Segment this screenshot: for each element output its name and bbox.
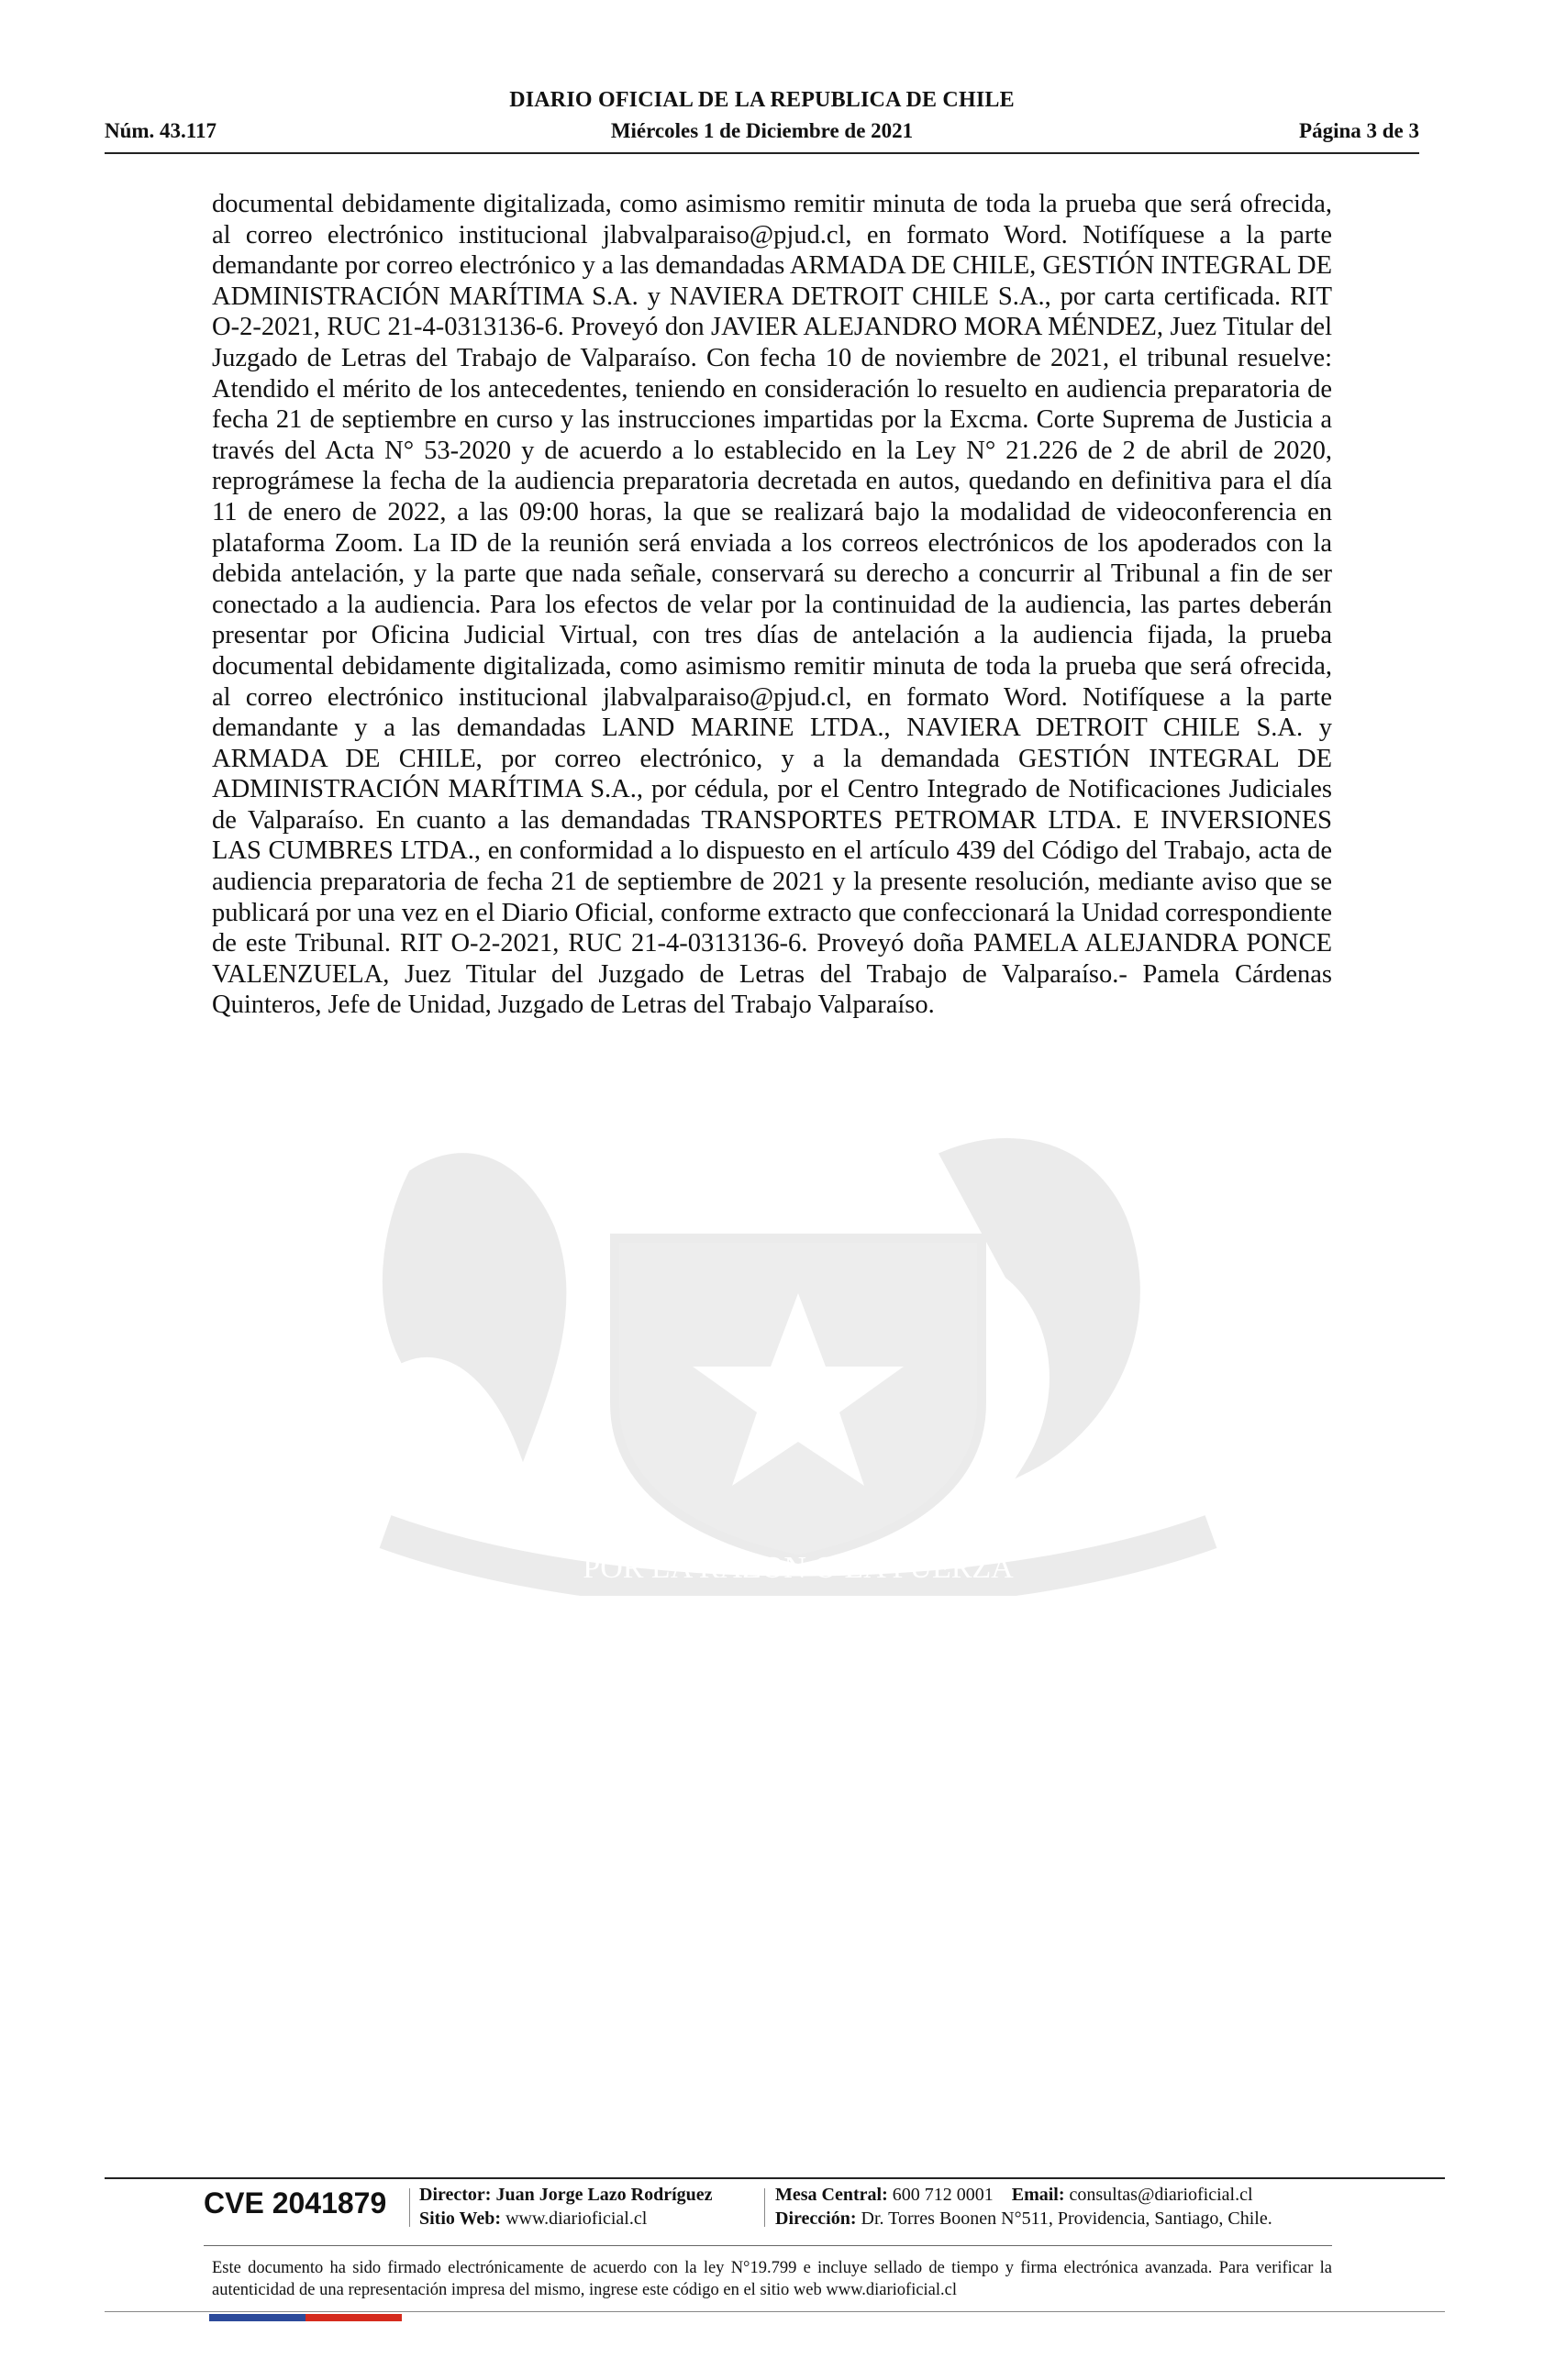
footer-divider — [105, 2177, 1445, 2179]
page-header — [105, 88, 1419, 154]
footer-contact-block: Mesa Central: 600 712 0001 Email: consultas@diarioficial.cl Dirección: Dr. Torres Boonen N°511, Providencia, Santiago, Chile. — [775, 2185, 1272, 2229]
director-name: Juan Jorge Lazo Rodríguez — [495, 2185, 713, 2205]
flag-stripe-red — [305, 2314, 402, 2321]
address: Dr. Torres Boonen N°511, Providencia, Santiago, Chile. — [861, 2208, 1272, 2229]
web-link[interactable]: www.diarioficial.cl — [505, 2208, 648, 2229]
footer-separator — [409, 2188, 410, 2227]
cve-code: CVE 2041879 — [204, 2186, 387, 2219]
footer-bottom-rule — [105, 2311, 1445, 2312]
email-link[interactable]: consultas@diarioficial.cl — [1069, 2185, 1253, 2205]
watermark-motto: POR LA RAZON O LA FUERZA — [583, 1551, 1014, 1585]
footer-separator — [764, 2188, 765, 2227]
phone-number: 600 712 0001 — [892, 2185, 994, 2205]
notice-body: documental debidamente digitalizada, como asimismo remitir minuta de toda la prueba que será ofrecida, al correo electrónico institucional jlabvalparaiso@pjud.cl, en formato Word. Notifíquese a la parte demandante por correo electrónico y a las demandadas ARMADA DE CHILE, GESTIÓN INTEGRAL DE ADMINISTRACIÓN MARÍTIMA S.A. y NAVIERA DETROIT CHILE S.A., por carta certificada. RIT O-2-2021, RUC 21-4-0313136-6. Proveyó don JAVIER ALEJANDRO MORA MÉNDEZ, Juez Titular del Juzgado de Letras del Trabajo de Valparaíso. Con fecha 10 de noviembre de 2021, el tribunal resuelve: Atendido el mérito de los antecedentes, teniendo en consideración lo resuelto en audiencia preparatoria de fecha 21 de septiembre en curso y las instrucciones impartidas por la Excma. Corte Suprema de Justicia a través del Acta N° 53-2020 y de acuerdo a lo establecido en la Ley N° 21.226 de 2 de abril de 2020, reprográmese la fecha de la audiencia preparatoria decretada en autos, quedando en definitiva para el día 11 de enero de 2022, a las 09:00 horas, la que se realizará bajo la modalidad de videoconferencia en plataforma Zoom. La ID de la reunión será enviada a los correos electrónicos de los apoderados con la debida antelación, y la parte que nada señale, conservará su derecho a concurrir al Tribunal a fin de ser conectado a la audiencia. Para los efectos de velar por la continuidad de la audiencia, las partes deberán presentar por Oficina Judicial Virtual, con tres días de antelación a la audiencia fijada, la prueba documental debidamente digitalizada, como asimismo remitir minuta de toda la prueba que será ofrecida, al correo electrónico institucional jlabvalparaiso@pjud.cl, en formato Word. Notifíquese a la parte demandante y a las demandadas LAND MARINE LTDA., NAVIERA DETROIT CHILE S.A. y ARMADA DE CHILE, por correo electrónico, y a la demandada GESTIÓN INTEGRAL DE ADMINISTRACIÓN MARÍTIMA S.A., por cédula, por el Centro Integrado de Notificaciones Judiciales de Valparaíso. En cuanto a las demandadas TRANSPORTES PETROMAR LTDA. E INVERSIONES LAS CUMBRES LTDA., en conformidad a lo dispuesto en el artículo 439 del Código del Trabajo, acta de audiencia preparatoria de fecha 21 de septiembre de 2021 y la presente resolución, mediante aviso que se publicará por una vez en el Diario Oficial, conforme extracto que confeccionará la Unidad correspondiente de este Tribunal. RIT O-2-2021, RUC 21-4-0313136-6. Proveyó doña PAMELA ALEJANDRA PONCE VALENZUELA, Juez Titular del Juzgado de Letras del Trabajo de Valparaíso.- Pamela Cárdenas Quinteros, Jefe de Unidad, Juzgado de Letras del Trabajo Valparaíso. — [212, 190, 1332, 1020]
coat-of-arms-watermark-icon — [248, 1101, 1349, 1596]
issue-date: Miércoles 1 de Diciembre de 2021 — [610, 119, 914, 142]
publication-title: DIARIO OFICIAL DE LA REPUBLICA DE CHILE — [509, 88, 1015, 112]
page-number: Página 3 de 3 — [1299, 119, 1419, 142]
flag-stripe-blue — [209, 2314, 305, 2321]
footer-director-block: Director: Juan Jorge Lazo Rodríguez Sitio Web: www.diarioficial.cl — [419, 2185, 713, 2229]
issue-number: Núm. 43.117 — [105, 119, 217, 142]
footer-inner-divider — [204, 2245, 1332, 2246]
legal-notice: Este documento ha sido firmado electrónicamente de acuerdo con la ley N°19.799 e incluye sellado de tiempo y firma electrónica avanzada. Para verificar la autenticidad de una representación impresa del mismo, ingrese este código en el sitio web www.diarioficial.cl — [212, 2259, 1332, 2299]
